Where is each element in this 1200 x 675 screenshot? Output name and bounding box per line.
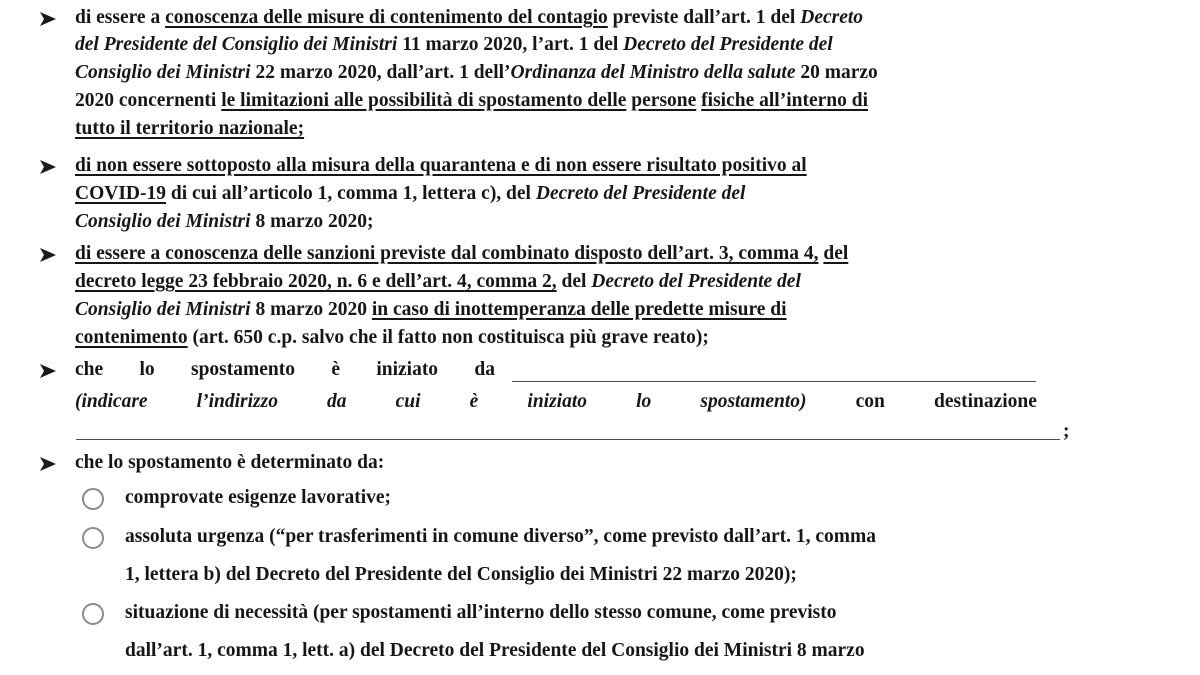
radio-circle-icon[interactable] — [82, 603, 104, 625]
option-2-line-2: 1, lettera b) del Decreto del Presidente del Consiglio dei Ministri 22 marzo 2020); — [125, 564, 797, 585]
b5-line-1: che lo spostamento è determinato da: — [75, 452, 385, 473]
radio-circle-icon[interactable] — [82, 527, 104, 549]
option-1-line-1: comprovate esigenze lavorative; — [125, 487, 392, 508]
b3-line-2: decreto legge 23 febbraio 2020, n. 6 e dell’art. 4, comma 2, del Decreto del Presidente del — [75, 271, 801, 292]
b1-line-3: Consiglio dei Ministri 22 marzo 2020, dall’art. 1 dell’Ordinanza del Ministro della salute 20 marzo — [75, 62, 878, 83]
b3-line-4: contenimento (art. 650 c.p. salvo che il fatto non costituisca più grave reato); — [75, 327, 709, 348]
b4-line-2: (indicare l’indirizzo da cui è iniziato lo spostamento) con destinazione — [75, 391, 1037, 412]
radio-circle-icon[interactable] — [82, 488, 104, 510]
b1-line-1: di essere a conoscenza delle misure di contenimento del contagio previste dall’art. 1 del Decreto — [75, 7, 864, 28]
b4-semicolon: ; — [1063, 421, 1070, 442]
option-3-line-1: situazione di necessità (per spostamenti all’interno dello stesso comune, come previsto — [125, 602, 837, 623]
b4-line-1: che lo spostamento è iniziato da — [75, 359, 495, 380]
b1-line-5: tutto il territorio nazionale; — [75, 118, 305, 139]
b2-line-3: Consiglio dei Ministri 8 marzo 2020; — [75, 211, 374, 232]
destination-blank[interactable] — [76, 439, 1060, 440]
arrowhead-bullet-icon — [37, 244, 59, 266]
arrowhead-bullet-icon — [37, 360, 59, 382]
b1-line-2: del Presidente del Consiglio dei Ministri 11 marzo 2020, l’art. 1 del Decreto del Presidente del — [75, 34, 833, 55]
option-3-line-2: dall’art. 1, comma 1, lett. a) del Decreto del Presidente del Consiglio dei Ministri 8 marzo — [125, 640, 865, 661]
arrowhead-bullet-icon — [37, 156, 59, 178]
origin-address-blank[interactable] — [512, 381, 1036, 382]
option-2-line-1: assoluta urgenza (“per trasferimenti in comune diverso”, come previsto dall’art. 1, comma — [125, 526, 876, 547]
b2-line-2: COVID-19 di cui all’articolo 1, comma 1, lettera c), del Decreto del Presidente del — [75, 183, 746, 204]
arrowhead-bullet-icon — [37, 453, 59, 475]
arrowhead-bullet-icon — [37, 8, 59, 30]
b1-line-4: 2020 concernenti le limitazioni alle possibilità di spostamento delle persone fisiche all’interno di — [75, 90, 868, 111]
b3-line-1: di essere a conoscenza delle sanzioni previste dal combinato disposto dell’art. 3, comma 4, del — [75, 243, 849, 264]
b2-line-1: di non essere sottoposto alla misura della quarantena e di non essere risultato positivo al — [75, 155, 807, 176]
b3-line-3: Consiglio dei Ministri 8 marzo 2020 in caso di inottemperanza delle predette misure di — [75, 299, 787, 320]
